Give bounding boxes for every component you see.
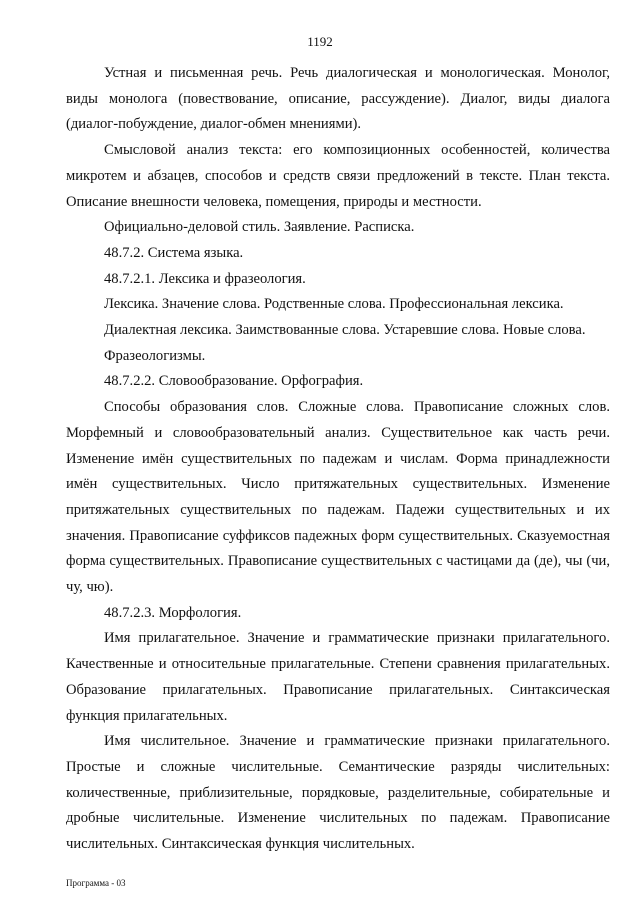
section-heading-morphology: 48.7.2.3. Морфология.	[104, 604, 242, 621]
paragraph-adjectives: Имя прилагательное. Значение и грамматические признаки прилагательного. Качественные и относительные прилагательные. Степени сравнения прилагательных. Образование прилагательных. Правописание прилагательных. Синтаксическая функция прилагательных.	[66, 630, 610, 724]
page-footer: Программа - 03	[66, 878, 126, 888]
paragraph-phraseologisms: Фразеологизмы.	[104, 347, 206, 364]
page-number: 1192	[307, 34, 333, 49]
paragraph-numerals: Имя числительное. Значение и грамматические признаки прилагательного. Простые и сложные числительные. Семантические разряды числительных: количественные, приблизительные, порядковые, разделительные, собирательные и дробные числительные. Изменение числительных по падежам. Правописание числительных. Синтаксическая функция числительных.	[66, 733, 610, 853]
paragraph-official-style: Официально-деловой стиль. Заявление. Расписка.	[104, 219, 415, 236]
section-heading-lexicon: 48.7.2.1. Лексика и фразеология.	[104, 270, 306, 287]
section-heading-word-formation: 48.7.2.2. Словообразование. Орфография.	[104, 373, 364, 390]
paragraph-speech-types: Устная и письменная речь. Речь диалогическая и монологическая. Монолог, виды монолога (повествование, описание, рассуждение). Диалог, виды диалога (диалог-побуждение, диалог-обмен мнениями).	[66, 65, 610, 133]
paragraph-text-analysis: Смысловой анализ текста: его композиционных особенностей, количества микротем и абзацев, способов и средств связи предложений в тексте. План текста. Описание внешности человека, помещения, природы и местности.	[66, 142, 610, 210]
paragraph-lexicon: Лексика. Значение слова. Родственные слова. Профессиональная лексика.	[104, 296, 564, 313]
document-body	[66, 61, 610, 858]
section-heading-language-system: 48.7.2. Система языка.	[104, 244, 244, 261]
paragraph-word-formation: Способы образования слов. Сложные слова. Правописание сложных слов. Морфемный и словообразовательный анализ. Существительное как часть речи. Изменение имён существительных по падежам и числам. Форма принадлежности имён существительных. Число притяжательных существительных. Изменение притяжательных существительных по падежам. Падежи существительных и их значения. Правописание суффиксов падежных форм существительных. Сказуемостная форма существительных. Правописание существительных с частицами да (де), чы (чи, чу, чю).	[66, 399, 610, 596]
paragraph-dialect-lexicon: Диалектная лексика. Заимствованные слова. Устаревшие слова. Новые слова.	[104, 322, 586, 339]
